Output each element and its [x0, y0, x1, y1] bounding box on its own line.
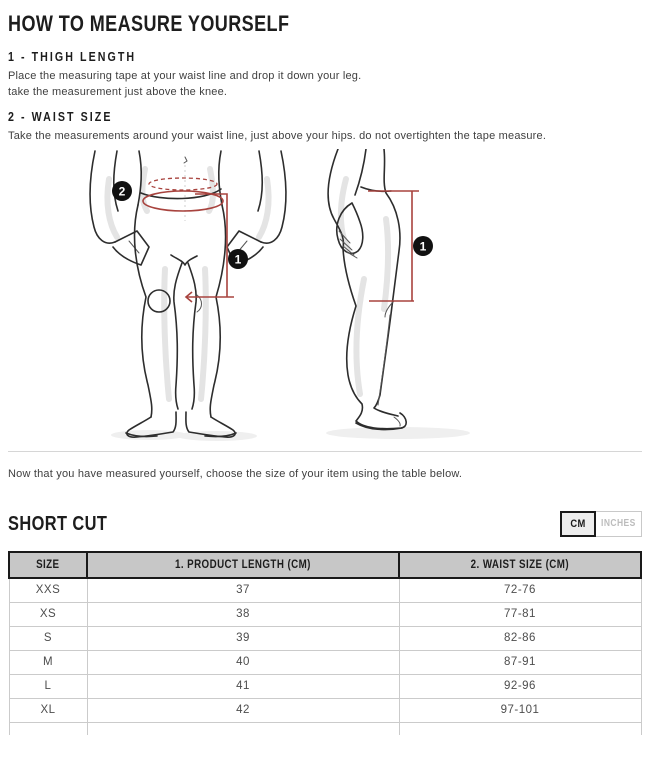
measurement-diagram [8, 149, 642, 451]
cell-waist-size: 82-86 [399, 626, 641, 650]
cell-waist-size: 77-81 [399, 602, 641, 626]
size-note: Now that you have measured yourself, choose the size of your item using the table below. [8, 467, 463, 480]
cell-size: L [9, 674, 87, 698]
col-size: SIZE [9, 552, 87, 578]
cell-size: XS [9, 602, 87, 626]
size-table-row [9, 602, 641, 626]
cell-waist-size: 72-76 [399, 578, 641, 603]
unit-cm-button[interactable]: CM [560, 511, 596, 537]
waist-size-heading: 2 - WAIST SIZE [8, 108, 113, 124]
size-table-row [9, 674, 641, 698]
product-heading: SHORT CUT [8, 512, 108, 535]
size-table-row [9, 698, 641, 722]
cell-waist-size: 87-91 [399, 650, 641, 674]
measure-guide-page [0, 13, 650, 735]
svg-text:2: 2 [118, 184, 126, 199]
thigh-length-badge-side [413, 236, 433, 256]
cell-size: M [9, 650, 87, 674]
cell-waist-size: 97-101 [399, 698, 641, 722]
thigh-length-heading: 1 - THIGH LENGTH [8, 49, 137, 64]
size-table-row-clipped [9, 722, 641, 735]
col-waist-size: 2. WAIST SIZE (CM) [399, 552, 641, 578]
size-table-body [9, 578, 641, 735]
waist-size-badge [112, 181, 132, 201]
size-table-row [9, 650, 641, 674]
cell-waist-size: 92-96 [399, 674, 641, 698]
size-table [8, 551, 642, 735]
cell-product-length: 38 [87, 602, 399, 626]
thigh-length-text: Place the measuring tape at your waist line and drop it down your leg. take the measurement just above the knee. [8, 70, 362, 98]
cell-product-length: 39 [87, 626, 399, 650]
cell-product-length: 42 [87, 698, 399, 722]
unit-toggle [560, 511, 642, 537]
side-view-figure [306, 149, 481, 449]
size-table-row [9, 578, 641, 603]
cell-product-length: 41 [87, 674, 399, 698]
instruction-waist-size [8, 110, 642, 145]
waist-size-text: Take the measurements around your waist line, just above your hips. do not overtighten the tape measure. [8, 129, 547, 142]
size-table-row [9, 626, 641, 650]
unit-inches-button[interactable]: INCHES [596, 511, 642, 537]
cell-size: S [9, 626, 87, 650]
svg-text:1: 1 [234, 252, 242, 267]
size-table-header [9, 552, 641, 578]
cell-product-length: 40 [87, 650, 399, 674]
front-view-figure [85, 149, 295, 449]
thigh-length-badge-front [228, 249, 248, 269]
page-title: HOW TO MEASURE YOURSELF [8, 11, 290, 36]
divider [8, 451, 642, 452]
shortcut-section-header [8, 511, 642, 537]
cell-size: XXS [9, 578, 87, 603]
cell-product-length: 37 [87, 578, 399, 603]
svg-text:1: 1 [419, 239, 427, 254]
cell-size: XL [9, 698, 87, 722]
instruction-thigh-length [8, 50, 642, 101]
col-product-length: 1. PRODUCT LENGTH (CM) [87, 552, 399, 578]
